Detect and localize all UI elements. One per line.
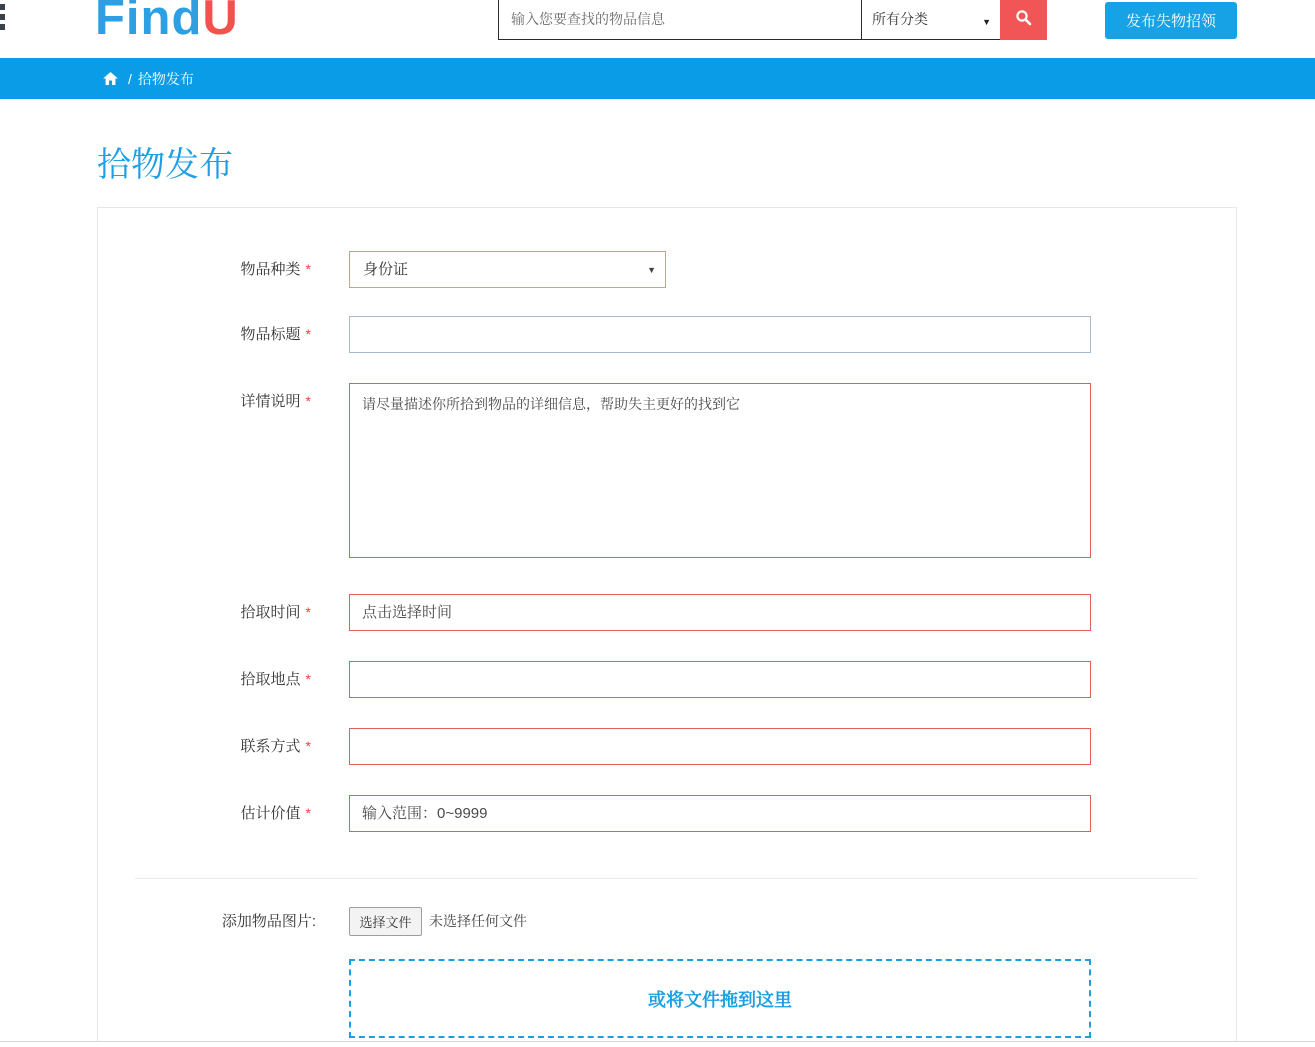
row-pick-time — [98, 594, 1236, 631]
footer-divider — [0, 1041, 1315, 1047]
breadcrumb-current: 拾物发布 — [137, 70, 194, 87]
breadcrumb-bar — [0, 58, 1315, 99]
choose-file-button[interactable]: 选择文件 — [349, 907, 422, 936]
item-title-label: 物品标题 * — [240, 326, 311, 343]
required-asterisk: * — [305, 393, 311, 409]
required-asterisk: * — [305, 604, 311, 620]
contact-input[interactable] — [349, 728, 1091, 765]
publish-lost-item-button[interactable]: 发布失物招领 — [1105, 2, 1237, 39]
contact-label: 联系方式 * — [240, 738, 311, 755]
logo-u: U — [202, 0, 239, 45]
breadcrumb — [103, 69, 194, 89]
row-contact — [98, 728, 1236, 765]
category-select-wrap — [861, 0, 1001, 40]
logo[interactable] — [95, 0, 239, 46]
pick-time-label: 拾取时间 * — [240, 604, 311, 621]
required-asterisk: * — [305, 805, 311, 821]
header — [0, 0, 1315, 58]
value-estimate-label: 估计价值 * — [240, 805, 311, 822]
chevron-down-icon: ▼ — [982, 17, 991, 27]
form-panel — [97, 207, 1237, 1047]
item-type-label: 物品种类 * — [240, 261, 311, 278]
row-pick-place — [98, 661, 1236, 698]
file-status-text: 未选择任何文件 — [429, 913, 527, 929]
row-image-upload — [98, 907, 1236, 936]
value-estimate-input[interactable] — [349, 795, 1091, 832]
file-drop-area[interactable] — [349, 959, 1091, 1038]
image-upload-label: 添加物品图片: — [221, 913, 316, 930]
row-detail — [98, 383, 1236, 558]
required-asterisk: * — [305, 261, 311, 277]
pick-time-input[interactable] — [349, 594, 1091, 631]
search-button[interactable] — [1000, 0, 1047, 40]
section-divider — [135, 878, 1198, 879]
row-item-type — [98, 251, 1236, 288]
pick-place-label: 拾取地点 * — [240, 671, 311, 688]
magnifier-icon — [1015, 9, 1032, 29]
required-asterisk: * — [305, 738, 311, 754]
item-type-select-wrap — [349, 251, 666, 288]
drop-area-text: 或将文件拖到这里 — [648, 989, 792, 1010]
item-title-input[interactable] — [349, 316, 1091, 353]
item-type-select[interactable] — [349, 251, 666, 288]
page-title: 拾物发布 — [97, 146, 233, 184]
pick-place-input[interactable] — [349, 661, 1091, 698]
hamburger-menu-icon[interactable] — [0, 4, 6, 34]
required-asterisk: * — [305, 671, 311, 687]
row-value-estimate — [98, 795, 1236, 832]
logo-find: Find — [95, 0, 203, 45]
required-asterisk: * — [305, 326, 311, 342]
detail-label: 详情说明 * — [240, 393, 311, 410]
chevron-down-icon: ▼ — [647, 265, 656, 275]
category-select[interactable] — [861, 0, 1001, 40]
search-input[interactable] — [498, 0, 862, 40]
detail-textarea[interactable] — [349, 383, 1091, 558]
row-item-title — [98, 316, 1236, 353]
breadcrumb-separator: / — [128, 70, 132, 87]
home-icon[interactable] — [103, 72, 118, 85]
